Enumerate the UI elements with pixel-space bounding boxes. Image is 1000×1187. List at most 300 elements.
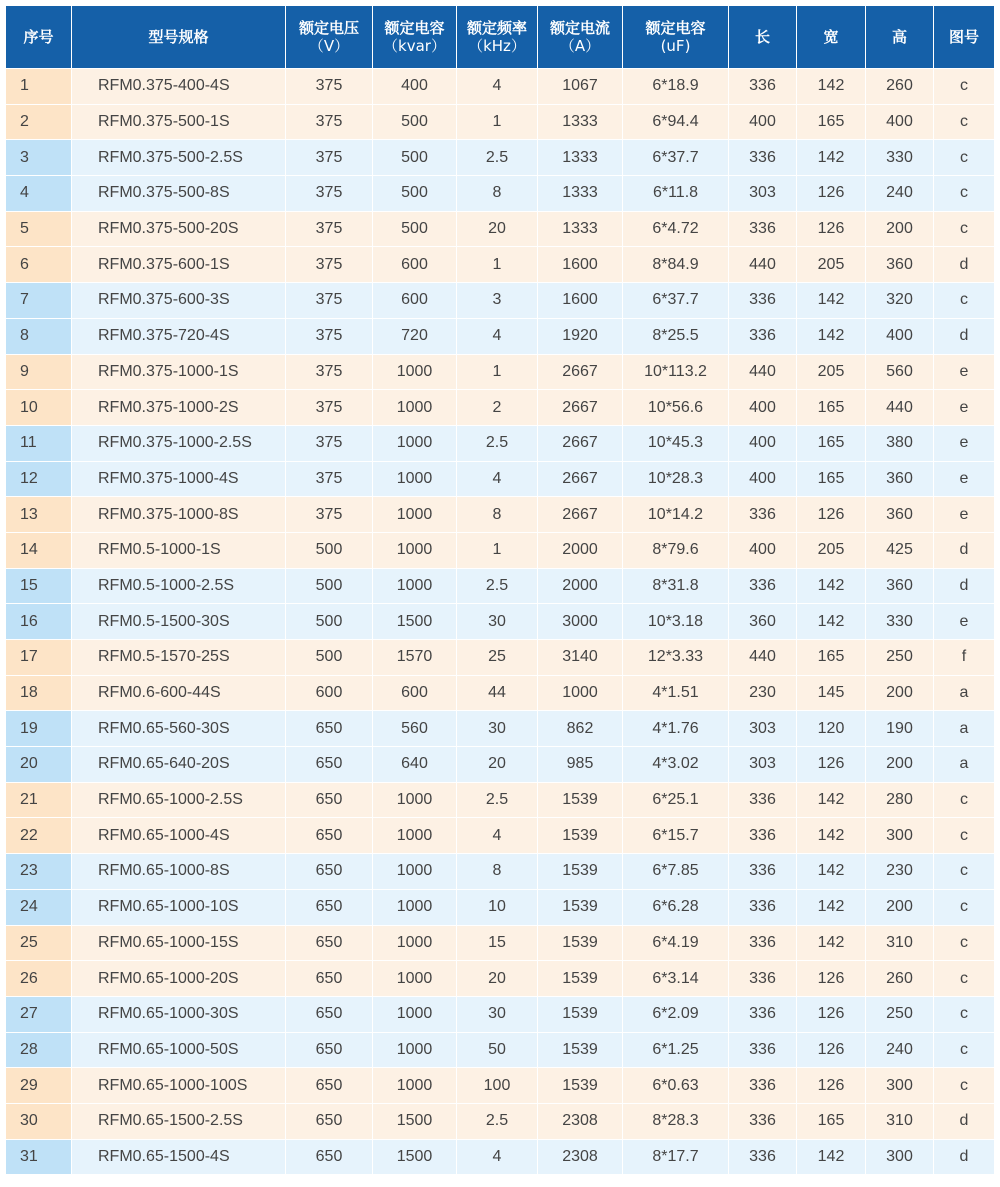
cell-index: 2 [6, 105, 71, 140]
header-label: 高 [891, 28, 907, 46]
cell-height: 560 [866, 355, 933, 390]
cell-width: 142 [797, 926, 865, 961]
cell-model: RFM0.65-1000-50S [72, 1033, 285, 1068]
cell-model: RFM0.65-1000-4S [72, 818, 285, 853]
table-row [6, 783, 994, 818]
cell-current: 1333 [538, 176, 622, 211]
cell-capacitance: 8*17.7 [623, 1140, 728, 1175]
cell-index: 6 [6, 247, 71, 282]
cell-voltage: 650 [286, 711, 372, 746]
cell-current: 1600 [538, 247, 622, 282]
cell-voltage: 500 [286, 533, 372, 568]
cell-height: 280 [866, 783, 933, 818]
cell-frequency: 2.5 [457, 569, 537, 604]
cell-drawing: e [934, 355, 994, 390]
cell-height: 330 [866, 604, 933, 639]
cell-kvar: 1000 [373, 818, 456, 853]
header-rated-capacitance-uf [623, 6, 728, 68]
cell-frequency: 44 [457, 676, 537, 711]
cell-drawing: c [934, 283, 994, 318]
header-unit: （kvar） [383, 37, 446, 55]
cell-model: RFM0.65-1000-8S [72, 854, 285, 889]
table-row [6, 640, 994, 675]
cell-kvar: 500 [373, 212, 456, 247]
table-row [6, 319, 994, 354]
cell-index: 15 [6, 569, 71, 604]
cell-index: 24 [6, 890, 71, 925]
cell-length: 440 [729, 247, 796, 282]
cell-current: 1539 [538, 818, 622, 853]
cell-drawing: e [934, 426, 994, 461]
cell-frequency: 4 [457, 319, 537, 354]
cell-model: RFM0.65-1000-15S [72, 926, 285, 961]
cell-width: 142 [797, 818, 865, 853]
cell-width: 142 [797, 1140, 865, 1175]
cell-drawing: c [934, 140, 994, 175]
cell-kvar: 720 [373, 319, 456, 354]
cell-length: 400 [729, 533, 796, 568]
cell-drawing: e [934, 390, 994, 425]
cell-length: 303 [729, 711, 796, 746]
cell-model: RFM0.375-1000-2S [72, 390, 285, 425]
cell-capacitance: 6*0.63 [623, 1068, 728, 1103]
cell-width: 126 [797, 176, 865, 211]
cell-height: 240 [866, 176, 933, 211]
cell-drawing: c [934, 1068, 994, 1103]
cell-index: 29 [6, 1068, 71, 1103]
header-index [6, 6, 71, 68]
cell-model: RFM0.65-1500-4S [72, 1140, 285, 1175]
cell-drawing: c [934, 854, 994, 889]
cell-index: 11 [6, 426, 71, 461]
cell-length: 440 [729, 640, 796, 675]
cell-index: 25 [6, 926, 71, 961]
cell-voltage: 375 [286, 247, 372, 282]
cell-frequency: 2 [457, 390, 537, 425]
cell-width: 205 [797, 355, 865, 390]
cell-width: 142 [797, 283, 865, 318]
table-row [6, 569, 994, 604]
cell-model: RFM0.375-400-4S [72, 69, 285, 104]
cell-height: 300 [866, 1140, 933, 1175]
cell-frequency: 20 [457, 747, 537, 782]
cell-model: RFM0.5-1000-1S [72, 533, 285, 568]
cell-width: 165 [797, 1104, 865, 1139]
cell-drawing: d [934, 533, 994, 568]
cell-width: 205 [797, 533, 865, 568]
cell-current: 2000 [538, 533, 622, 568]
header-width [797, 6, 865, 68]
cell-length: 336 [729, 1104, 796, 1139]
cell-height: 425 [866, 533, 933, 568]
table-row [6, 176, 994, 211]
cell-index: 27 [6, 997, 71, 1032]
cell-width: 142 [797, 604, 865, 639]
cell-kvar: 1000 [373, 1068, 456, 1103]
cell-length: 336 [729, 783, 796, 818]
cell-length: 303 [729, 747, 796, 782]
cell-current: 1333 [538, 212, 622, 247]
cell-index: 18 [6, 676, 71, 711]
cell-voltage: 600 [286, 676, 372, 711]
table-row [6, 711, 994, 746]
cell-voltage: 650 [286, 1033, 372, 1068]
table-row [6, 497, 994, 532]
cell-height: 360 [866, 569, 933, 604]
cell-current: 1539 [538, 854, 622, 889]
cell-model: RFM0.5-1570-25S [72, 640, 285, 675]
cell-voltage: 650 [286, 890, 372, 925]
cell-kvar: 1000 [373, 569, 456, 604]
cell-length: 303 [729, 176, 796, 211]
cell-current: 1067 [538, 69, 622, 104]
cell-length: 400 [729, 390, 796, 425]
cell-current: 2667 [538, 462, 622, 497]
cell-kvar: 600 [373, 283, 456, 318]
cell-drawing: f [934, 640, 994, 675]
cell-capacitance: 6*94.4 [623, 105, 728, 140]
cell-height: 300 [866, 1068, 933, 1103]
cell-height: 360 [866, 247, 933, 282]
cell-height: 360 [866, 462, 933, 497]
cell-model: RFM0.65-640-20S [72, 747, 285, 782]
cell-width: 142 [797, 319, 865, 354]
cell-current: 1539 [538, 997, 622, 1032]
cell-kvar: 600 [373, 247, 456, 282]
cell-current: 2667 [538, 355, 622, 390]
cell-frequency: 4 [457, 462, 537, 497]
cell-capacitance: 6*4.72 [623, 212, 728, 247]
cell-width: 126 [797, 1068, 865, 1103]
cell-drawing: e [934, 462, 994, 497]
cell-model: RFM0.375-1000-8S [72, 497, 285, 532]
cell-drawing: e [934, 497, 994, 532]
cell-length: 400 [729, 462, 796, 497]
header-label: 宽 [823, 28, 839, 46]
table-row [6, 69, 994, 104]
header-row [6, 6, 994, 68]
header-length [729, 6, 796, 68]
header-height [866, 6, 933, 68]
cell-frequency: 8 [457, 497, 537, 532]
cell-width: 126 [797, 1033, 865, 1068]
cell-capacitance: 6*2.09 [623, 997, 728, 1032]
cell-kvar: 500 [373, 105, 456, 140]
cell-frequency: 25 [457, 640, 537, 675]
cell-voltage: 500 [286, 640, 372, 675]
cell-kvar: 500 [373, 176, 456, 211]
cell-capacitance: 10*3.18 [623, 604, 728, 639]
header-model [72, 6, 285, 68]
cell-model: RFM0.65-1000-20S [72, 961, 285, 996]
cell-length: 336 [729, 69, 796, 104]
cell-drawing: c [934, 212, 994, 247]
header-label: 图号 [948, 28, 979, 46]
table-row [6, 1104, 994, 1139]
cell-capacitance: 10*45.3 [623, 426, 728, 461]
cell-current: 1333 [538, 140, 622, 175]
cell-capacitance: 4*1.51 [623, 676, 728, 711]
cell-current: 1539 [538, 926, 622, 961]
cell-current: 1539 [538, 890, 622, 925]
cell-voltage: 375 [286, 69, 372, 104]
cell-voltage: 650 [286, 997, 372, 1032]
cell-voltage: 650 [286, 1068, 372, 1103]
cell-voltage: 500 [286, 569, 372, 604]
cell-width: 142 [797, 783, 865, 818]
cell-index: 30 [6, 1104, 71, 1139]
cell-index: 5 [6, 212, 71, 247]
cell-frequency: 100 [457, 1068, 537, 1103]
cell-width: 142 [797, 854, 865, 889]
cell-height: 230 [866, 854, 933, 889]
cell-drawing: c [934, 69, 994, 104]
cell-frequency: 8 [457, 176, 537, 211]
cell-index: 4 [6, 176, 71, 211]
cell-index: 31 [6, 1140, 71, 1175]
header-label: 序号 [23, 28, 54, 46]
cell-kvar: 1570 [373, 640, 456, 675]
cell-length: 336 [729, 961, 796, 996]
cell-capacitance: 12*3.33 [623, 640, 728, 675]
cell-model: RFM0.375-600-3S [72, 283, 285, 318]
cell-kvar: 1000 [373, 390, 456, 425]
cell-frequency: 4 [457, 818, 537, 853]
cell-width: 165 [797, 462, 865, 497]
cell-model: RFM0.375-500-8S [72, 176, 285, 211]
cell-current: 2308 [538, 1140, 622, 1175]
cell-voltage: 375 [286, 462, 372, 497]
table-row [6, 818, 994, 853]
cell-model: RFM0.5-1500-30S [72, 604, 285, 639]
cell-height: 360 [866, 497, 933, 532]
cell-capacitance: 6*18.9 [623, 69, 728, 104]
cell-index: 19 [6, 711, 71, 746]
cell-current: 1333 [538, 105, 622, 140]
cell-capacitance: 4*3.02 [623, 747, 728, 782]
cell-kvar: 1000 [373, 1033, 456, 1068]
cell-kvar: 560 [373, 711, 456, 746]
cell-capacitance: 8*25.5 [623, 319, 728, 354]
cell-width: 126 [797, 497, 865, 532]
cell-width: 165 [797, 426, 865, 461]
cell-current: 1920 [538, 319, 622, 354]
cell-model: RFM0.65-1000-10S [72, 890, 285, 925]
cell-voltage: 375 [286, 105, 372, 140]
cell-width: 165 [797, 105, 865, 140]
cell-length: 336 [729, 997, 796, 1032]
cell-capacitance: 10*14.2 [623, 497, 728, 532]
cell-width: 126 [797, 997, 865, 1032]
cell-length: 336 [729, 1140, 796, 1175]
cell-width: 165 [797, 640, 865, 675]
cell-current: 1000 [538, 676, 622, 711]
cell-width: 126 [797, 961, 865, 996]
cell-model: RFM0.375-720-4S [72, 319, 285, 354]
cell-drawing: d [934, 1140, 994, 1175]
table-row [6, 355, 994, 390]
cell-index: 1 [6, 69, 71, 104]
cell-current: 1539 [538, 961, 622, 996]
cell-length: 336 [729, 818, 796, 853]
cell-width: 165 [797, 390, 865, 425]
cell-kvar: 1000 [373, 890, 456, 925]
header-rated-capacity-kvar [373, 6, 456, 68]
cell-kvar: 1000 [373, 783, 456, 818]
cell-height: 380 [866, 426, 933, 461]
cell-drawing: c [934, 961, 994, 996]
cell-current: 3140 [538, 640, 622, 675]
cell-capacitance: 6*4.19 [623, 926, 728, 961]
header-label: 型号规格 [148, 28, 209, 46]
cell-length: 336 [729, 497, 796, 532]
cell-length: 336 [729, 1033, 796, 1068]
cell-height: 400 [866, 319, 933, 354]
cell-current: 2667 [538, 426, 622, 461]
cell-drawing: d [934, 319, 994, 354]
cell-capacitance: 6*3.14 [623, 961, 728, 996]
cell-drawing: a [934, 747, 994, 782]
cell-capacitance: 8*84.9 [623, 247, 728, 282]
cell-voltage: 650 [286, 747, 372, 782]
cell-current: 2667 [538, 390, 622, 425]
cell-frequency: 3 [457, 283, 537, 318]
cell-frequency: 15 [457, 926, 537, 961]
cell-model: RFM0.375-1000-4S [72, 462, 285, 497]
cell-height: 400 [866, 105, 933, 140]
cell-length: 400 [729, 426, 796, 461]
table-row [6, 533, 994, 568]
cell-length: 336 [729, 140, 796, 175]
cell-current: 3000 [538, 604, 622, 639]
cell-capacitance: 4*1.76 [623, 711, 728, 746]
cell-current: 1539 [538, 1033, 622, 1068]
cell-height: 240 [866, 1033, 933, 1068]
cell-height: 200 [866, 676, 933, 711]
cell-height: 310 [866, 1104, 933, 1139]
cell-voltage: 650 [286, 961, 372, 996]
cell-kvar: 1500 [373, 1104, 456, 1139]
cell-capacitance: 6*37.7 [623, 283, 728, 318]
cell-height: 320 [866, 283, 933, 318]
cell-height: 440 [866, 390, 933, 425]
cell-height: 190 [866, 711, 933, 746]
cell-model: RFM0.375-600-1S [72, 247, 285, 282]
cell-frequency: 1 [457, 105, 537, 140]
cell-kvar: 500 [373, 140, 456, 175]
cell-model: RFM0.375-500-1S [72, 105, 285, 140]
cell-voltage: 375 [286, 355, 372, 390]
table-row [6, 1140, 994, 1175]
cell-current: 2667 [538, 497, 622, 532]
cell-frequency: 30 [457, 604, 537, 639]
cell-voltage: 500 [286, 604, 372, 639]
cell-voltage: 375 [286, 176, 372, 211]
table-row [6, 462, 994, 497]
table-row [6, 854, 994, 889]
table-row [6, 390, 994, 425]
cell-capacitance: 10*113.2 [623, 355, 728, 390]
table-row [6, 961, 994, 996]
header-label: 额定电容 [384, 19, 445, 37]
cell-index: 12 [6, 462, 71, 497]
cell-current: 1539 [538, 1068, 622, 1103]
cell-model: RFM0.375-1000-1S [72, 355, 285, 390]
capacitor-spec-table [5, 5, 995, 1175]
cell-drawing: e [934, 604, 994, 639]
cell-model: RFM0.375-500-20S [72, 212, 285, 247]
cell-length: 336 [729, 319, 796, 354]
cell-height: 250 [866, 640, 933, 675]
cell-voltage: 375 [286, 212, 372, 247]
cell-voltage: 375 [286, 390, 372, 425]
cell-kvar: 1000 [373, 355, 456, 390]
cell-capacitance: 6*15.7 [623, 818, 728, 853]
cell-kvar: 1000 [373, 497, 456, 532]
cell-frequency: 8 [457, 854, 537, 889]
cell-index: 7 [6, 283, 71, 318]
header-rated-frequency [457, 6, 537, 68]
cell-index: 26 [6, 961, 71, 996]
cell-capacitance: 6*25.1 [623, 783, 728, 818]
header-label: 额定电容 [645, 19, 706, 37]
cell-height: 310 [866, 926, 933, 961]
cell-kvar: 1000 [373, 426, 456, 461]
cell-length: 400 [729, 105, 796, 140]
cell-voltage: 375 [286, 140, 372, 175]
cell-frequency: 1 [457, 533, 537, 568]
cell-height: 260 [866, 961, 933, 996]
table-row [6, 1033, 994, 1068]
cell-frequency: 4 [457, 69, 537, 104]
cell-capacitance: 6*7.85 [623, 854, 728, 889]
cell-index: 16 [6, 604, 71, 639]
cell-width: 126 [797, 212, 865, 247]
table-row [6, 140, 994, 175]
cell-width: 205 [797, 247, 865, 282]
cell-width: 120 [797, 711, 865, 746]
cell-drawing: c [934, 818, 994, 853]
cell-length: 336 [729, 569, 796, 604]
cell-frequency: 4 [457, 1140, 537, 1175]
header-label: 额定频率 [466, 19, 527, 37]
cell-capacitance: 8*31.8 [623, 569, 728, 604]
header-label: 额定电压 [298, 19, 359, 37]
cell-height: 200 [866, 212, 933, 247]
cell-model: RFM0.375-500-2.5S [72, 140, 285, 175]
cell-kvar: 1000 [373, 961, 456, 996]
cell-frequency: 2.5 [457, 1104, 537, 1139]
cell-height: 300 [866, 818, 933, 853]
cell-kvar: 1000 [373, 926, 456, 961]
cell-voltage: 650 [286, 926, 372, 961]
table-row [6, 283, 994, 318]
cell-drawing: a [934, 711, 994, 746]
cell-kvar: 600 [373, 676, 456, 711]
cell-capacitance: 6*37.7 [623, 140, 728, 175]
cell-index: 8 [6, 319, 71, 354]
cell-length: 360 [729, 604, 796, 639]
cell-model: RFM0.65-1500-2.5S [72, 1104, 285, 1139]
cell-voltage: 375 [286, 319, 372, 354]
cell-length: 336 [729, 890, 796, 925]
cell-width: 145 [797, 676, 865, 711]
cell-index: 10 [6, 390, 71, 425]
cell-drawing: c [934, 783, 994, 818]
table-row [6, 926, 994, 961]
cell-kvar: 1000 [373, 533, 456, 568]
cell-voltage: 375 [286, 426, 372, 461]
